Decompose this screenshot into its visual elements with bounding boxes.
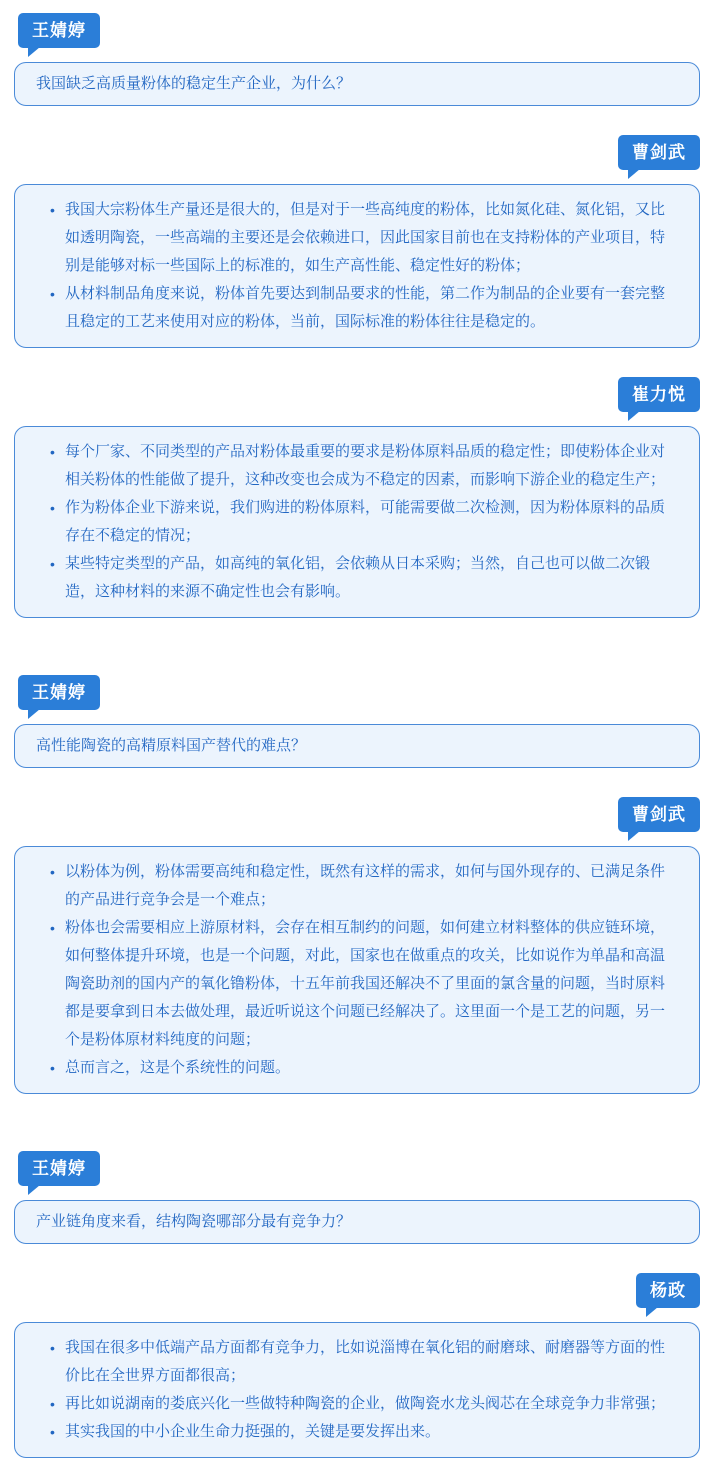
speaker-name: 王婧婷 [32,1159,86,1178]
message-block [0,1273,715,1458]
bubble-text: 产业链角度来看，结构陶瓷哪部分最有竞争力？ [36,1213,352,1230]
speaker-tag-row [0,1151,715,1186]
speaker-name: 杨政 [650,1281,686,1300]
speaker-tag [618,797,700,832]
bullet-item: • 总而言之，这是个系统性的问题。 [65,1054,677,1082]
bullet-list [31,438,677,606]
bubble-text: 高性能陶瓷的高精原料国产替代的难点？ [36,737,307,754]
speaker-tag [18,13,100,48]
bullet-list [31,858,677,1082]
speaker-tag [618,135,700,170]
answer-bubble [14,426,700,618]
speaker-tag [18,675,100,710]
speaker-tag-row [0,13,715,48]
message-block [0,797,715,1094]
speaker-tag [636,1273,700,1308]
bullet-item: • 某些特定类型的产品，如高纯的氧化铝，会依赖从日本采购；当然，自己也可以做二次锻造，这种材料的来源不确定性也会有影响。 [65,550,677,606]
speaker-tag [618,377,700,412]
question-bubble [14,724,700,768]
bullet-item: • 每个厂家、不同类型的产品对粉体最重要的要求是粉体原料品质的稳定性；即使粉体企业对相关粉体的性能做了提升，这种改变也会成为不稳定的因素，而影响下游企业的稳定生产； [65,438,677,494]
speaker-name: 曹剑武 [632,805,686,824]
speaker-tag-row [0,675,715,710]
bullet-list [31,196,677,336]
answer-bubble [14,184,700,348]
speaker-name: 王婧婷 [32,683,86,702]
bullet-item: • 其实我国的中小企业生命力挺强的，关键是要发挥出来。 [65,1418,677,1446]
answer-bubble [14,846,700,1094]
message-block [0,377,715,618]
bullet-item: • 我国在很多中低端产品方面都有竞争力，比如说淄博在氧化铝的耐磨球、耐磨器等方面的性价比在全世界方面都很高； [65,1334,677,1390]
speaker-tag [18,1151,100,1186]
message-block [0,1151,715,1244]
message-block [0,135,715,348]
bubble-text: 我国缺乏高质量粉体的稳定生产企业，为什么？ [36,75,352,92]
question-bubble [14,62,700,106]
bullet-item: • 作为粉体企业下游来说，我们购进的粉体原料，可能需要做二次检测，因为粉体原料的品质存在不稳定的情况； [65,494,677,550]
question-bubble [14,1200,700,1244]
bullet-item: • 以粉体为例，粉体需要高纯和稳定性，既然有这样的需求，如何与国外现存的、已满足条件的产品进行竞争会是一个难点； [65,858,677,914]
bullet-item: • 粉体也会需要相应上游原材料，会存在相互制约的问题，如何建立材料整体的供应链环境，如何整体提升环境，也是一个问题，对此，国家也在做重点的攻关，比如说作为单晶和高温陶瓷助剂的国内产的氧化镥粉体，十五年前我国还解决不了里面的氯含量的问题，当时原料都是要拿到日本去做处理，最近听说这个问题已经解决了。这里面一个是工艺的问题，另一个是粉体原材料纯度的问题； [65,914,677,1054]
bullet-item: • 再比如说湖南的娄底兴化一些做特种陶瓷的企业，做陶瓷水龙头阀芯在全球竞争力非常强； [65,1390,677,1418]
speaker-tag-row [0,1273,715,1308]
speaker-tag-row [0,377,715,412]
speaker-name: 王婧婷 [32,21,86,40]
bullet-item: • 我国大宗粉体生产量还是很大的，但是对于一些高纯度的粉体，比如氮化硅、氮化铝，又比如透明陶瓷，一些高端的主要还是会依赖进口，因此国家目前也在支持粉体的产业项目，特别是能够对标一些国际上的标准的，如生产高性能、稳定性好的粉体； [65,196,677,280]
answer-bubble [14,1322,700,1458]
bullet-item: • 从材料制品角度来说，粉体首先要达到制品要求的性能，第二作为制品的企业要有一套完整且稳定的工艺来使用对应的粉体，当前，国际标准的粉体往往是稳定的。 [65,280,677,336]
speaker-name: 崔力悦 [632,385,686,404]
message-block [0,13,715,106]
conversation-transcript [0,13,715,1472]
speaker-tag-row [0,135,715,170]
speaker-name: 曹剑武 [632,143,686,162]
message-block [0,675,715,768]
speaker-tag-row [0,797,715,832]
bullet-list [31,1334,677,1446]
